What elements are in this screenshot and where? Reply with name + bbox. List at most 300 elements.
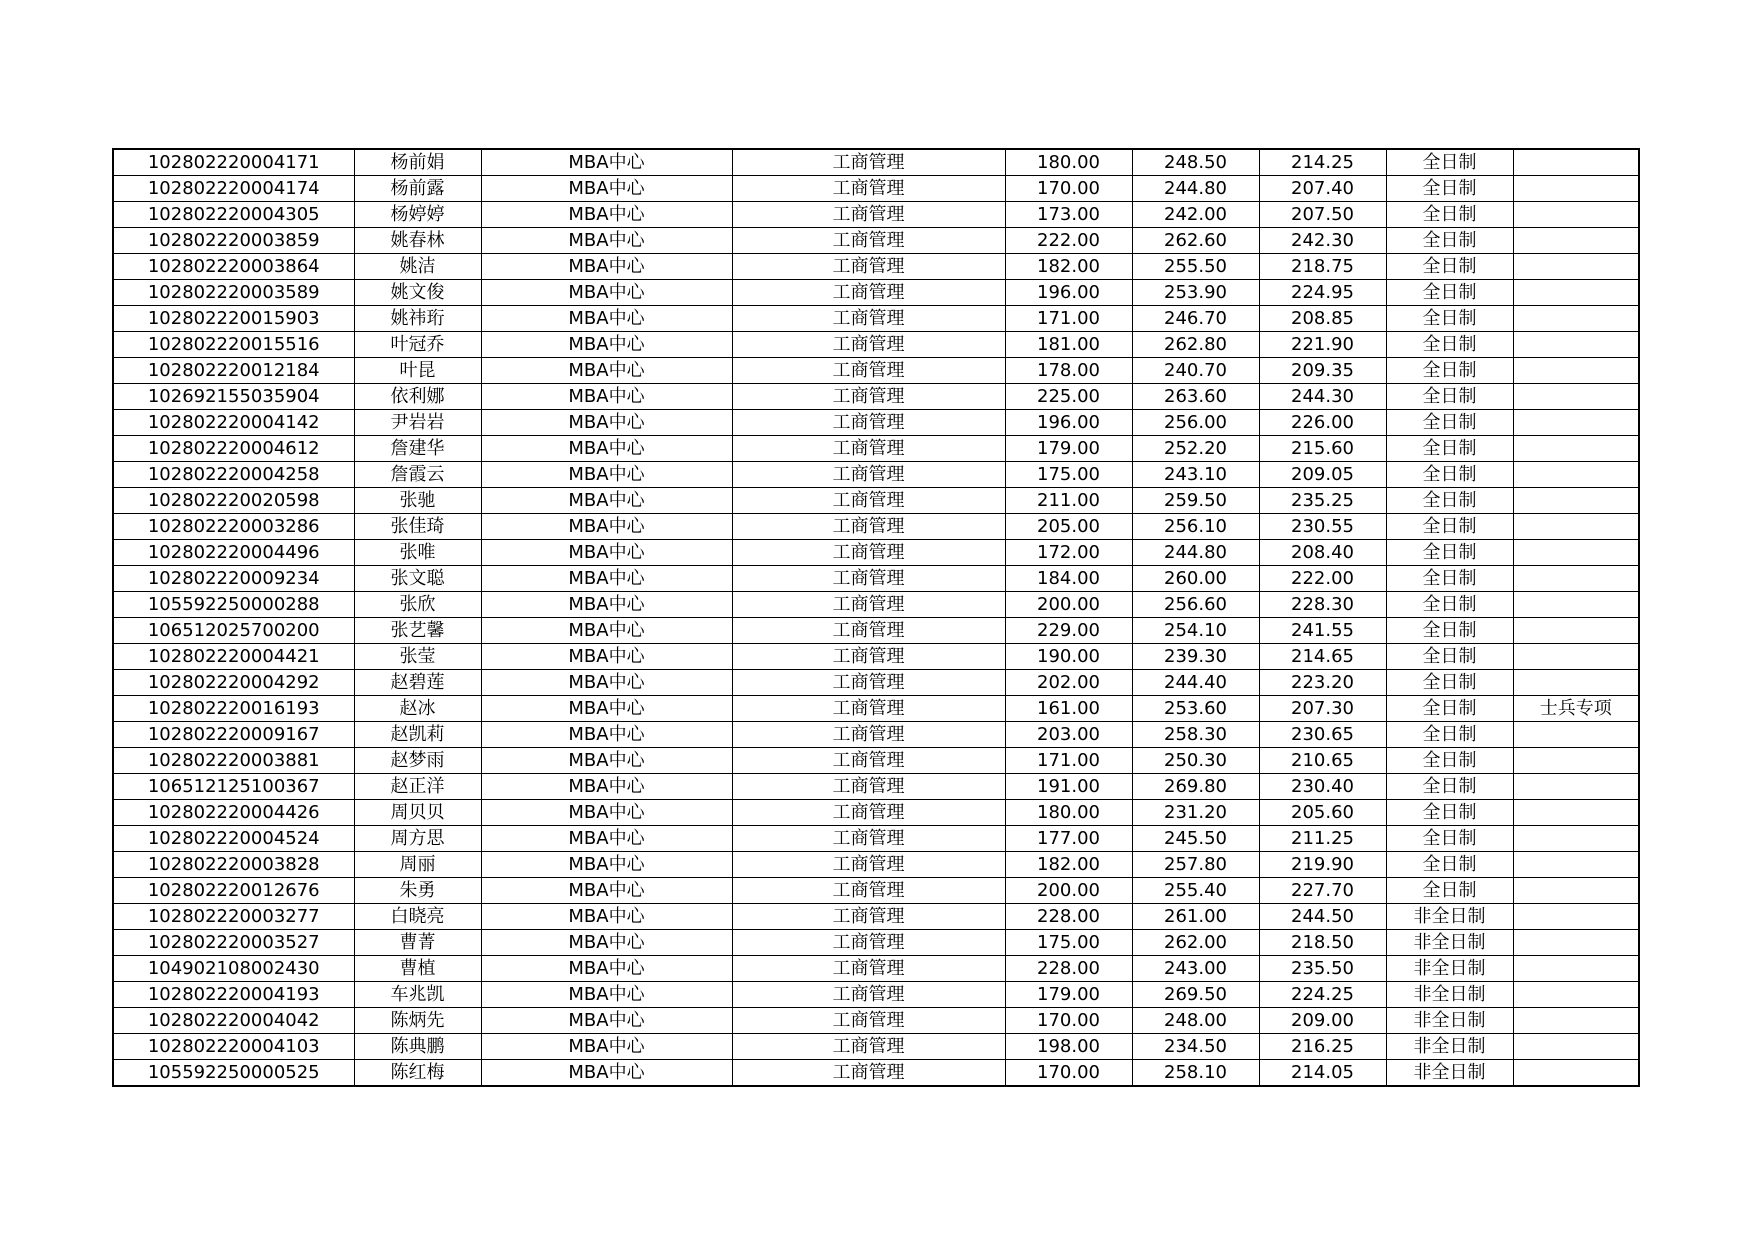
candidate-id-cell: 102802220003286 [113,514,354,540]
table-row [113,384,1639,410]
study-mode-cell: 全日制 [1386,306,1513,332]
total-score-cell: 230.65 [1259,722,1386,748]
remark-cell [1513,748,1639,774]
department-cell: MBA中心 [481,228,732,254]
retest-score-cell: 258.30 [1132,722,1259,748]
total-score-cell: 222.00 [1259,566,1386,592]
total-score-cell: 214.25 [1259,149,1386,176]
department-cell: MBA中心 [481,722,732,748]
total-score-cell: 221.90 [1259,332,1386,358]
remark-cell [1513,644,1639,670]
total-score-cell: 230.55 [1259,514,1386,540]
name-cell: 杨婷婷 [354,202,481,228]
name-cell: 赵碧莲 [354,670,481,696]
score-table [112,148,1640,1087]
department-cell: MBA中心 [481,800,732,826]
initial-score-cell: 175.00 [1005,462,1132,488]
initial-score-cell: 191.00 [1005,774,1132,800]
retest-score-cell: 244.80 [1132,540,1259,566]
name-cell: 张驰 [354,488,481,514]
total-score-cell: 230.40 [1259,774,1386,800]
department-cell: MBA中心 [481,306,732,332]
initial-score-cell: 184.00 [1005,566,1132,592]
total-score-cell: 224.95 [1259,280,1386,306]
candidate-id-cell: 102802220004193 [113,982,354,1008]
total-score-cell: 244.50 [1259,904,1386,930]
total-score-cell: 218.75 [1259,254,1386,280]
department-cell: MBA中心 [481,280,732,306]
name-cell: 杨前娟 [354,149,481,176]
total-score-cell: 207.50 [1259,202,1386,228]
table-row [113,332,1639,358]
retest-score-cell: 269.50 [1132,982,1259,1008]
study-mode-cell: 全日制 [1386,254,1513,280]
name-cell: 姚祎珩 [354,306,481,332]
study-mode-cell: 非全日制 [1386,904,1513,930]
name-cell: 张莹 [354,644,481,670]
initial-score-cell: 225.00 [1005,384,1132,410]
initial-score-cell: 198.00 [1005,1034,1132,1060]
table-row [113,1034,1639,1060]
table-row [113,774,1639,800]
major-cell: 工商管理 [732,878,1005,904]
total-score-cell: 241.55 [1259,618,1386,644]
study-mode-cell: 全日制 [1386,358,1513,384]
remark-cell [1513,826,1639,852]
name-cell: 张艺馨 [354,618,481,644]
study-mode-cell: 全日制 [1386,540,1513,566]
initial-score-cell: 182.00 [1005,254,1132,280]
name-cell: 白晓亮 [354,904,481,930]
initial-score-cell: 228.00 [1005,956,1132,982]
total-score-cell: 219.90 [1259,852,1386,878]
name-cell: 陈红梅 [354,1060,481,1087]
retest-score-cell: 248.50 [1132,149,1259,176]
study-mode-cell: 全日制 [1386,592,1513,618]
remark-cell [1513,592,1639,618]
study-mode-cell: 全日制 [1386,436,1513,462]
total-score-cell: 210.65 [1259,748,1386,774]
remark-cell [1513,280,1639,306]
score-table-body [113,149,1639,1086]
initial-score-cell: 196.00 [1005,280,1132,306]
major-cell: 工商管理 [732,800,1005,826]
remark-cell [1513,306,1639,332]
retest-score-cell: 261.00 [1132,904,1259,930]
table-row [113,410,1639,436]
name-cell: 赵冰 [354,696,481,722]
study-mode-cell: 全日制 [1386,410,1513,436]
retest-score-cell: 257.80 [1132,852,1259,878]
table-row [113,826,1639,852]
department-cell: MBA中心 [481,956,732,982]
study-mode-cell: 全日制 [1386,774,1513,800]
table-row [113,722,1639,748]
candidate-id-cell: 102802220012676 [113,878,354,904]
candidate-id-cell: 102802220004292 [113,670,354,696]
candidate-id-cell: 102802220003864 [113,254,354,280]
total-score-cell: 244.30 [1259,384,1386,410]
table-row [113,644,1639,670]
department-cell: MBA中心 [481,1060,732,1087]
total-score-cell: 235.50 [1259,956,1386,982]
remark-cell [1513,982,1639,1008]
candidate-id-cell: 105592250000525 [113,1060,354,1087]
retest-score-cell: 253.90 [1132,280,1259,306]
candidate-id-cell: 102802220020598 [113,488,354,514]
retest-score-cell: 259.50 [1132,488,1259,514]
department-cell: MBA中心 [481,332,732,358]
remark-cell [1513,436,1639,462]
remark-cell [1513,176,1639,202]
initial-score-cell: 177.00 [1005,826,1132,852]
initial-score-cell: 211.00 [1005,488,1132,514]
retest-score-cell: 256.10 [1132,514,1259,540]
initial-score-cell: 203.00 [1005,722,1132,748]
name-cell: 陈典鹏 [354,1034,481,1060]
remark-cell [1513,618,1639,644]
retest-score-cell: 263.60 [1132,384,1259,410]
name-cell: 杨前露 [354,176,481,202]
initial-score-cell: 205.00 [1005,514,1132,540]
table-row [113,878,1639,904]
major-cell: 工商管理 [732,566,1005,592]
department-cell: MBA中心 [481,462,732,488]
total-score-cell: 214.05 [1259,1060,1386,1087]
retest-score-cell: 262.80 [1132,332,1259,358]
total-score-cell: 228.30 [1259,592,1386,618]
department-cell: MBA中心 [481,878,732,904]
table-row [113,930,1639,956]
name-cell: 詹霞云 [354,462,481,488]
candidate-id-cell: 102802220004496 [113,540,354,566]
major-cell: 工商管理 [732,280,1005,306]
study-mode-cell: 全日制 [1386,202,1513,228]
retest-score-cell: 239.30 [1132,644,1259,670]
initial-score-cell: 229.00 [1005,618,1132,644]
table-row [113,306,1639,332]
remark-cell [1513,800,1639,826]
name-cell: 叶昆 [354,358,481,384]
name-cell: 周丽 [354,852,481,878]
department-cell: MBA中心 [481,826,732,852]
candidate-id-cell: 102802220012184 [113,358,354,384]
total-score-cell: 205.60 [1259,800,1386,826]
major-cell: 工商管理 [732,384,1005,410]
initial-score-cell: 181.00 [1005,332,1132,358]
major-cell: 工商管理 [732,410,1005,436]
candidate-id-cell: 102802220004174 [113,176,354,202]
retest-score-cell: 262.00 [1132,930,1259,956]
initial-score-cell: 200.00 [1005,592,1132,618]
department-cell: MBA中心 [481,696,732,722]
retest-score-cell: 242.00 [1132,202,1259,228]
study-mode-cell: 全日制 [1386,722,1513,748]
total-score-cell: 226.00 [1259,410,1386,436]
department-cell: MBA中心 [481,202,732,228]
name-cell: 车兆凯 [354,982,481,1008]
remark-cell [1513,514,1639,540]
study-mode-cell: 非全日制 [1386,1008,1513,1034]
major-cell: 工商管理 [732,540,1005,566]
department-cell: MBA中心 [481,540,732,566]
initial-score-cell: 170.00 [1005,1008,1132,1034]
initial-score-cell: 180.00 [1005,800,1132,826]
major-cell: 工商管理 [732,904,1005,930]
initial-score-cell: 171.00 [1005,748,1132,774]
major-cell: 工商管理 [732,956,1005,982]
study-mode-cell: 非全日制 [1386,956,1513,982]
department-cell: MBA中心 [481,852,732,878]
name-cell: 赵正洋 [354,774,481,800]
initial-score-cell: 179.00 [1005,436,1132,462]
remark-cell [1513,358,1639,384]
initial-score-cell: 200.00 [1005,878,1132,904]
initial-score-cell: 172.00 [1005,540,1132,566]
department-cell: MBA中心 [481,748,732,774]
department-cell: MBA中心 [481,670,732,696]
table-row [113,956,1639,982]
retest-score-cell: 253.60 [1132,696,1259,722]
major-cell: 工商管理 [732,228,1005,254]
study-mode-cell: 全日制 [1386,566,1513,592]
table-row [113,1008,1639,1034]
study-mode-cell: 全日制 [1386,826,1513,852]
name-cell: 陈炳先 [354,1008,481,1034]
total-score-cell: 209.05 [1259,462,1386,488]
total-score-cell: 207.30 [1259,696,1386,722]
table-row [113,748,1639,774]
retest-score-cell: 244.80 [1132,176,1259,202]
study-mode-cell: 非全日制 [1386,1034,1513,1060]
candidate-id-cell: 102802220015903 [113,306,354,332]
candidate-id-cell: 102802220009234 [113,566,354,592]
major-cell: 工商管理 [732,254,1005,280]
initial-score-cell: 173.00 [1005,202,1132,228]
initial-score-cell: 178.00 [1005,358,1132,384]
initial-score-cell: 196.00 [1005,410,1132,436]
retest-score-cell: 243.00 [1132,956,1259,982]
table-row [113,566,1639,592]
total-score-cell: 235.25 [1259,488,1386,514]
remark-cell [1513,462,1639,488]
department-cell: MBA中心 [481,488,732,514]
remark-cell [1513,384,1639,410]
name-cell: 姚文俊 [354,280,481,306]
total-score-cell: 216.25 [1259,1034,1386,1060]
major-cell: 工商管理 [732,618,1005,644]
study-mode-cell: 全日制 [1386,644,1513,670]
study-mode-cell: 全日制 [1386,696,1513,722]
major-cell: 工商管理 [732,436,1005,462]
candidate-id-cell: 102802220004305 [113,202,354,228]
retest-score-cell: 255.50 [1132,254,1259,280]
major-cell: 工商管理 [732,1060,1005,1087]
table-row [113,982,1639,1008]
total-score-cell: 214.65 [1259,644,1386,670]
department-cell: MBA中心 [481,904,732,930]
name-cell: 姚春林 [354,228,481,254]
remark-cell [1513,566,1639,592]
retest-score-cell: 243.10 [1132,462,1259,488]
department-cell: MBA中心 [481,566,732,592]
major-cell: 工商管理 [732,462,1005,488]
study-mode-cell: 非全日制 [1386,930,1513,956]
table-row [113,1060,1639,1087]
total-score-cell: 207.40 [1259,176,1386,202]
department-cell: MBA中心 [481,358,732,384]
name-cell: 赵凯莉 [354,722,481,748]
retest-score-cell: 262.60 [1132,228,1259,254]
major-cell: 工商管理 [732,722,1005,748]
candidate-id-cell: 106512125100367 [113,774,354,800]
initial-score-cell: 179.00 [1005,982,1132,1008]
study-mode-cell: 全日制 [1386,878,1513,904]
candidate-id-cell: 102802220004421 [113,644,354,670]
table-row [113,540,1639,566]
table-row [113,696,1639,722]
remark-cell [1513,410,1639,436]
major-cell: 工商管理 [732,826,1005,852]
department-cell: MBA中心 [481,514,732,540]
study-mode-cell: 全日制 [1386,618,1513,644]
initial-score-cell: 182.00 [1005,852,1132,878]
remark-cell [1513,488,1639,514]
table-row [113,488,1639,514]
candidate-id-cell: 102802220004258 [113,462,354,488]
candidate-id-cell: 102802220004142 [113,410,354,436]
department-cell: MBA中心 [481,410,732,436]
name-cell: 曹菁 [354,930,481,956]
candidate-id-cell: 102802220004171 [113,149,354,176]
remark-cell [1513,202,1639,228]
initial-score-cell: 190.00 [1005,644,1132,670]
remark-cell [1513,1008,1639,1034]
candidate-id-cell: 102692155035904 [113,384,354,410]
study-mode-cell: 全日制 [1386,462,1513,488]
table-row [113,176,1639,202]
major-cell: 工商管理 [732,332,1005,358]
table-row [113,670,1639,696]
initial-score-cell: 161.00 [1005,696,1132,722]
table-row [113,904,1639,930]
candidate-id-cell: 102802220004042 [113,1008,354,1034]
major-cell: 工商管理 [732,176,1005,202]
remark-cell [1513,1034,1639,1060]
major-cell: 工商管理 [732,748,1005,774]
table-row [113,462,1639,488]
total-score-cell: 208.40 [1259,540,1386,566]
table-row [113,852,1639,878]
candidate-id-cell: 102802220016193 [113,696,354,722]
department-cell: MBA中心 [481,592,732,618]
retest-score-cell: 234.50 [1132,1034,1259,1060]
total-score-cell: 209.35 [1259,358,1386,384]
name-cell: 朱勇 [354,878,481,904]
table-row [113,618,1639,644]
name-cell: 姚洁 [354,254,481,280]
name-cell: 尹岩岩 [354,410,481,436]
retest-score-cell: 254.10 [1132,618,1259,644]
total-score-cell: 218.50 [1259,930,1386,956]
total-score-cell: 211.25 [1259,826,1386,852]
candidate-id-cell: 102802220003589 [113,280,354,306]
retest-score-cell: 244.40 [1132,670,1259,696]
table-row [113,202,1639,228]
remark-cell [1513,878,1639,904]
major-cell: 工商管理 [732,514,1005,540]
candidate-id-cell: 102802220004524 [113,826,354,852]
total-score-cell: 224.25 [1259,982,1386,1008]
name-cell: 叶冠乔 [354,332,481,358]
initial-score-cell: 170.00 [1005,1060,1132,1087]
candidate-id-cell: 102802220003277 [113,904,354,930]
retest-score-cell: 252.20 [1132,436,1259,462]
major-cell: 工商管理 [732,644,1005,670]
retest-score-cell: 260.00 [1132,566,1259,592]
candidate-id-cell: 102802220004103 [113,1034,354,1060]
candidate-id-cell: 102802220009167 [113,722,354,748]
table-row [113,358,1639,384]
name-cell: 依利娜 [354,384,481,410]
study-mode-cell: 非全日制 [1386,982,1513,1008]
retest-score-cell: 255.40 [1132,878,1259,904]
remark-cell: 士兵专项 [1513,696,1639,722]
remark-cell [1513,149,1639,176]
initial-score-cell: 222.00 [1005,228,1132,254]
major-cell: 工商管理 [732,488,1005,514]
candidate-id-cell: 102802220003859 [113,228,354,254]
retest-score-cell: 231.20 [1132,800,1259,826]
total-score-cell: 208.85 [1259,306,1386,332]
major-cell: 工商管理 [732,774,1005,800]
retest-score-cell: 258.10 [1132,1060,1259,1087]
remark-cell [1513,228,1639,254]
study-mode-cell: 全日制 [1386,149,1513,176]
major-cell: 工商管理 [732,1008,1005,1034]
remark-cell [1513,670,1639,696]
major-cell: 工商管理 [732,982,1005,1008]
retest-score-cell: 256.60 [1132,592,1259,618]
table-row [113,436,1639,462]
department-cell: MBA中心 [481,149,732,176]
study-mode-cell: 全日制 [1386,228,1513,254]
candidate-id-cell: 104902108002430 [113,956,354,982]
remark-cell [1513,1060,1639,1087]
retest-score-cell: 248.00 [1132,1008,1259,1034]
study-mode-cell: 全日制 [1386,488,1513,514]
name-cell: 张唯 [354,540,481,566]
name-cell: 周方思 [354,826,481,852]
major-cell: 工商管理 [732,358,1005,384]
major-cell: 工商管理 [732,930,1005,956]
total-score-cell: 209.00 [1259,1008,1386,1034]
study-mode-cell: 全日制 [1386,514,1513,540]
candidate-id-cell: 105592250000288 [113,592,354,618]
total-score-cell: 227.70 [1259,878,1386,904]
candidate-id-cell: 102802220003881 [113,748,354,774]
candidate-id-cell: 102802220004426 [113,800,354,826]
study-mode-cell: 全日制 [1386,852,1513,878]
department-cell: MBA中心 [481,618,732,644]
remark-cell [1513,254,1639,280]
table-row [113,254,1639,280]
major-cell: 工商管理 [732,696,1005,722]
candidate-id-cell: 102802220003828 [113,852,354,878]
total-score-cell: 215.60 [1259,436,1386,462]
department-cell: MBA中心 [481,1008,732,1034]
table-row [113,280,1639,306]
